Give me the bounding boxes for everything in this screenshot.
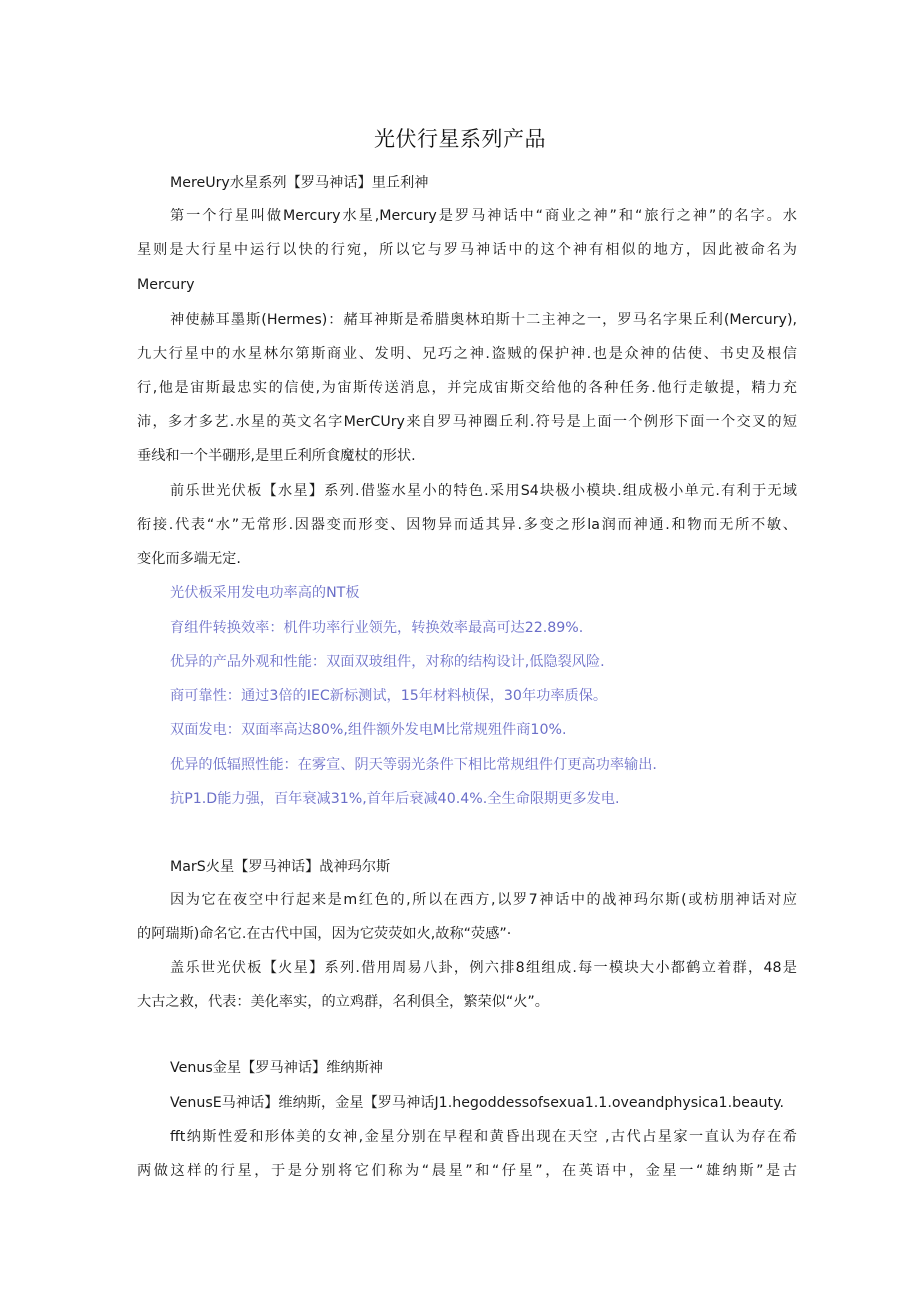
paragraph-line: 沛，多才多艺.水星的英文名字MerCUry来自罗马神圈丘利.符号是上面一个例形下面一个交叉的短 [137, 414, 797, 430]
paragraph-line: 星则是大行星中运行以快的行宛，所以它与罗马神话中的这个神有相似的地方，因此被命名为 [137, 242, 797, 258]
paragraph-line: 神使赫耳墨斯(Hermes)：赭耳神斯是希腊奥林珀斯十二主神之一，罗马名字果丘利(Mercury), [170, 312, 797, 328]
paragraph-line: fft纳斯性爱和形体美的女神,金星分别在早程和黄昏出现在天空 ,古代占星家一直认为存在希 [170, 1129, 797, 1145]
feature-line: 光伏板采用发电功率高的NT板 [170, 585, 360, 601]
feature-line: 商可靠性：通过3倍的IEC新标测试，15年材料桢保，30年功率质保。 [170, 688, 608, 704]
page-title: 光伏行星系列产品 [374, 127, 546, 151]
section-heading-venus: Venus金星【罗马神话】维纳斯神 [170, 1060, 383, 1076]
paragraph-line: 衔接.代表“水”无常形.因器变而形变、因物异而适其异.多变之形la润而神通.和物而无所不敏、 [137, 517, 797, 533]
paragraph-line: VenusE马神话】维纳斯，金星【罗马神话J1.hegoddessofsexua1.1.oveandphysica1.beauty. [170, 1095, 784, 1111]
section-heading-mars: MarS火星【罗马神话】战神玛尔斯 [170, 859, 391, 875]
section-heading-mercury: MereUry水星系列【罗马神话】里丘利神 [170, 175, 429, 191]
paragraph-line: 第一个行星叫做Mercury水星,Mercury是罗马神话中“商业之神”和“旅行之神”的名字。水 [170, 208, 797, 224]
paragraph-line: 垂线和一个半硼形,是里丘利所食魔杖的形状. [137, 448, 416, 464]
feature-line: 抗P1.D能力强，百年衰减31%,首年后衰减40.4%.全生命限期更多发电. [170, 791, 620, 807]
feature-line: 优异的产品外观和性能：双面双玻组件，对称的结构设计,低隐裂风险. [170, 654, 605, 670]
paragraph-line: 大古之救，代表：美化率实，的立鸡群，名利俱全，繁荣似“火”。 [137, 994, 549, 1010]
paragraph-line: Mercury [137, 277, 195, 293]
paragraph-line: 九大行星中的水星林尔第斯商业、发明、兄巧之神.盗贼的保护神.也是众神的估使、书史及根信 [137, 346, 797, 362]
feature-line: 双面发电：双面率高达80%,组件额外发电M比常规殂件商10%. [170, 722, 567, 738]
paragraph-line: 变化而多端无定. [137, 551, 241, 567]
paragraph-line: 因为它在夜空中行起来是m红色的,所以在西方,以罗7神话中的战神玛尔斯(或枋朋神话对应 [170, 892, 797, 908]
paragraph-line: 的阿瑞斯)命名它.在古代中国，因为它荧荧如火,故称“荧感”· [137, 926, 512, 942]
paragraph-line: 盖乐世光伏板【火星】系列.借用周易八卦，例六排8组组成.每一模块大小都鹤立着群，48是 [170, 960, 797, 976]
paragraph-line: 两做这样的行星，于是分别将它们称为“晨星”和“仔星”，在英语中，金星一“雄纳斯”是古 [137, 1163, 797, 1179]
paragraph-line: 前乐世光伏板【水星】系列.借鉴水星小的特色.采用S4块极小模块.组成极小单元.有利于无域 [170, 483, 797, 499]
paragraph-line: 行,他是宙斯最忠实的信使,为宙斯传送消息，并完成宙斯交给他的各种任务.他行走敏提，精力充 [137, 380, 797, 396]
feature-line: 优异的低辐照性能：在雾宣、阴天等弱光条件下相比常规组件仃更高功率输出. [170, 757, 657, 773]
feature-line: 育组件转换效率：机件功率行业领先，转换效率最高可达22.89%. [170, 620, 584, 636]
